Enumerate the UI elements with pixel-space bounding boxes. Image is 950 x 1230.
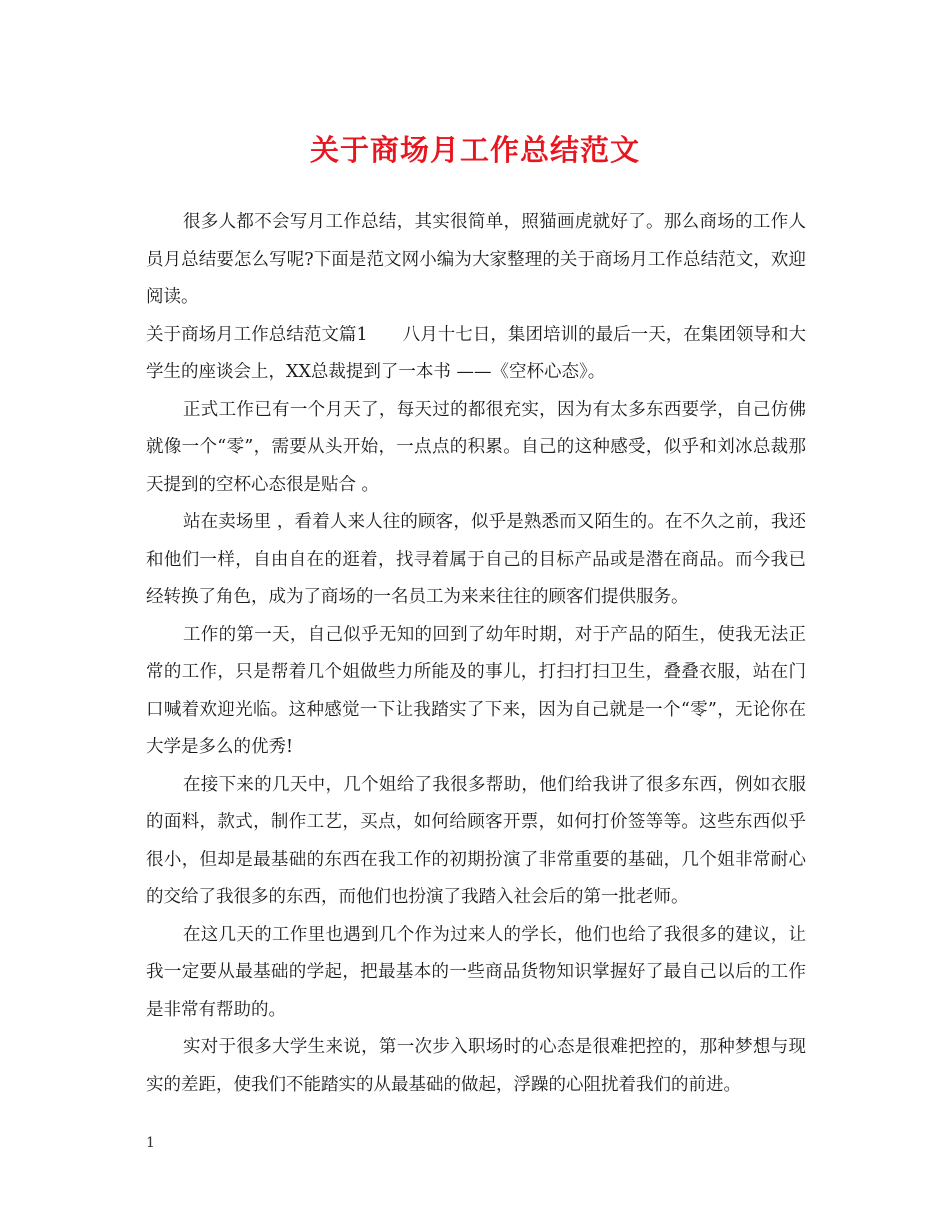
document-body (146, 204, 806, 1104)
paragraph: 实对于很多大学生来说，第一次步入职场时的心态是很难把控的，那种梦想与现实的差距，使我们不能踏实的从最基础的做起，浮躁的心阻扰着我们的前进。 (146, 1037, 806, 1095)
document-title: 关于商场月工作总结范文 (309, 133, 640, 167)
paragraph-section-heading: 关于商场月工作总结范文篇1 八月十七日，集团培训的最后一天，在集团领导和大学生的座谈会上，XX总裁提到了一本书 ——《空杯心态》。 (146, 324, 806, 382)
paragraph: 在这几天的工作里也遇到几个作为过来人的学长，他们也给了我很多的建议，让我一定要从最基础的学起，把最基本的一些商品货物知识掌握好了最自己以后的工作是非常有帮助的。 (146, 924, 806, 1020)
page-number: 1 (146, 1135, 155, 1151)
paragraph: 站在卖场里 ，看着人来人往的顾客，似乎是熟悉而又陌生的。在不久之前，我还和他们一样，自由自在的逛着，找寻着属于自己的目标产品或是潜在商品。而今我已经转换了角色，成为了商场的一名员工为来来往往的顾客们提供服务。 (146, 512, 806, 607)
paragraph: 工作的第一天，自己似乎无知的回到了幼年时期，对于产品的陌生，使我无法正常的工作，只是帮着几个姐做些力所能及的事儿，打扫打扫卫生，叠叠衣服，站在门口喊着欢迎光临。这种感觉一下让我踏实了下来，因为自己就是一个“零”，无论你在大学是多么的优秀! (146, 624, 806, 757)
paragraph-intro: 很多人都不会写月工作总结，其实很简单，照猫画虎就好了。那么商场的工作人员月总结要怎么写呢?下面是范文网小编为大家整理的关于商场月工作总结范文，欢迎阅读。 (146, 212, 806, 307)
paragraph: 正式工作已有一个月天了，每天过的都很充实，因为有太多东西要学，自己仿佛就像一个“零”，需要从头开始，一点点的积累。自己的这种感受，似乎和刘冰总裁那天提到的空杯心态很是贴合 。 (146, 399, 806, 495)
paragraph: 在接下来的几天中，几个姐给了我很多帮助，他们给我讲了很多东西，例如衣服的面料，款式，制作工艺，买点，如何给顾客开票，如何打价签等等。这些东西似乎很小，但却是最基础的东西在我工作的初期扮演了非常重要的基础，几个姐非常耐心的交给了我很多的东西，而他们也扮演了我踏入社会后的第一批老师。 (146, 774, 806, 907)
